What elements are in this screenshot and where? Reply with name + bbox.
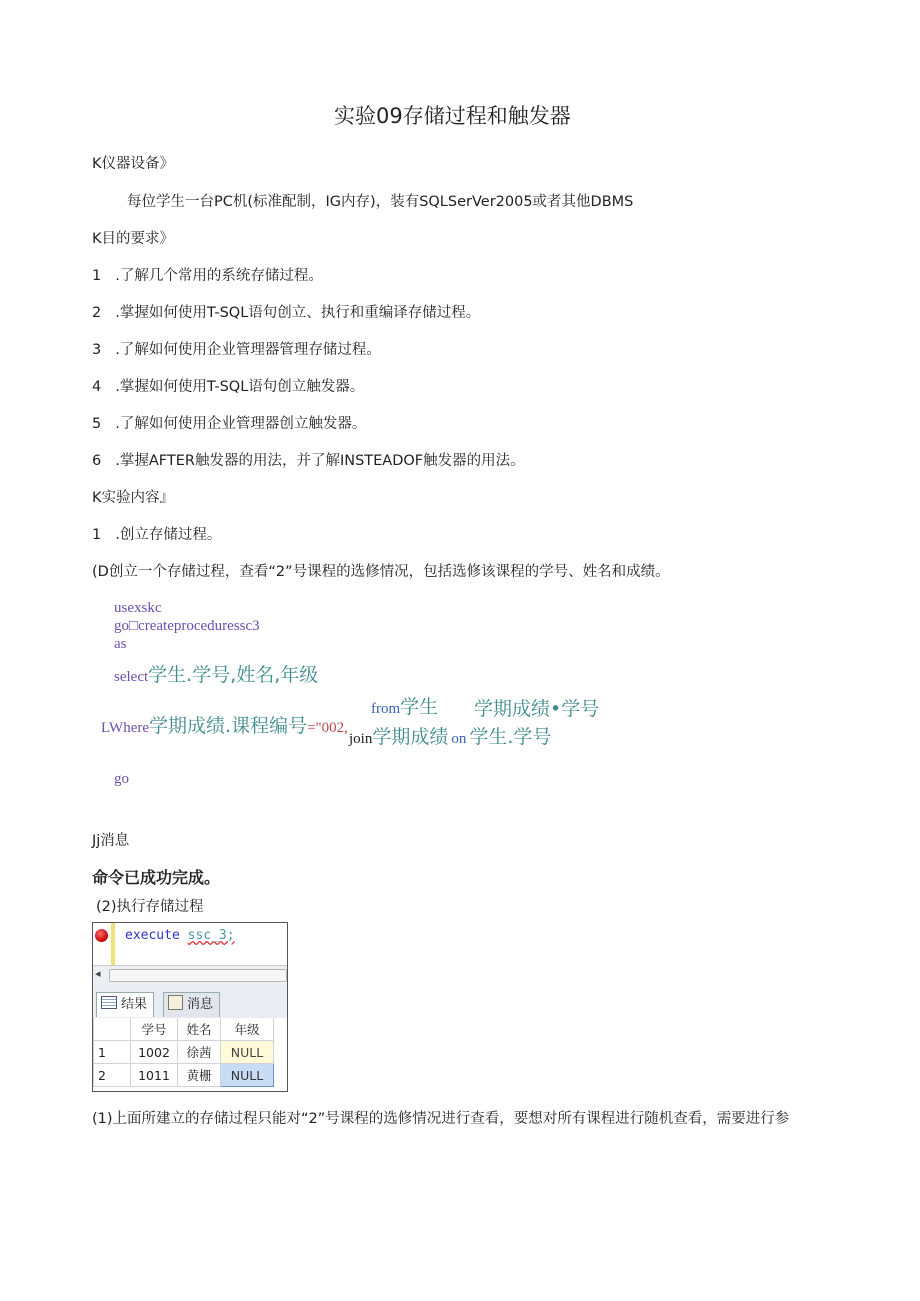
code-line-where: LWhere学期成绩.课程编号="002, (101, 715, 348, 737)
ssms-screenshot (92, 922, 288, 1092)
results-grid (93, 1018, 274, 1087)
content-item-1-1: (D创立一个存储过程，查看“2”号课程的选修情况，包括选修该课程的学号、姓名和成绩。 (92, 564, 670, 580)
breakpoint-icon (95, 929, 108, 942)
code-line-as: as (114, 636, 127, 652)
code-join-right: 学期成绩•学号 (474, 698, 600, 720)
cell-id[interactable]: 1011 (131, 1064, 178, 1087)
equipment-text: 每位学生一台PC机(标准配制，IG内存)，装有SQLSerVer2005或者其他DBMS (127, 194, 634, 210)
cell-name[interactable]: 黄栅 (178, 1064, 221, 1087)
scroll-thumb[interactable] (109, 969, 287, 982)
goal-item-1: 1 .了解几个常用的系统存储过程。 (92, 268, 323, 284)
code-line-join: join学期成绩 on 学生.学号 (349, 726, 552, 748)
grid-icon (101, 996, 117, 1009)
table-header-row (94, 1018, 274, 1041)
footer-paragraph: (1)上面所建立的存储过程只能对“2”号课程的选修情况进行查看，要想对所有课程进行随机查看，需要进行参 (92, 1111, 790, 1127)
cell-name[interactable]: 徐茜 (178, 1041, 221, 1064)
messages-text: 命令已成功完成。 (92, 868, 221, 887)
cell-grade-selected[interactable]: NULL (221, 1064, 274, 1087)
query-line: execute ssc_3; (125, 928, 235, 943)
table-row[interactable] (94, 1064, 274, 1087)
page-title: 实验09存储过程和触发器 (334, 104, 571, 128)
content-heading: K实验内容』 (92, 490, 175, 506)
cell-grade[interactable]: NULL (221, 1041, 274, 1064)
code-line-use: usexskc (114, 600, 162, 616)
column-header-id[interactable]: 学号 (131, 1018, 178, 1041)
code-line-from: from学生 (371, 696, 439, 718)
result-tabs (93, 984, 287, 1018)
cell-id[interactable]: 1002 (131, 1041, 178, 1064)
messages-heading: Jj消息 (92, 833, 130, 849)
goal-item-5: 5 .了解如何使用企业管理器创立触发器。 (92, 416, 367, 432)
content-item-1: 1 .创立存储过程。 (92, 527, 222, 543)
scroll-left-icon[interactable]: ◂ (95, 967, 101, 980)
goal-item-4: 4 .掌握如何使用T-SQL语句创立触发器。 (92, 379, 365, 395)
table-row[interactable] (94, 1041, 274, 1064)
column-header-name[interactable]: 姓名 (178, 1018, 221, 1041)
message-icon (168, 995, 183, 1010)
code-line-go: go (114, 771, 129, 787)
goal-item-3: 3 .了解如何使用企业管理器管理存储过程。 (92, 342, 381, 358)
change-marker (111, 923, 115, 965)
column-header-grade[interactable]: 年级 (221, 1018, 274, 1041)
code-line-select: select学生.学号,姓名,年级 (114, 664, 319, 686)
tab-results[interactable]: 结果 (96, 992, 154, 1017)
exec-heading: (2)执行存储过程 (96, 899, 204, 915)
goal-item-2: 2 .掌握如何使用T-SQL语句创立、执行和重编译存储过程。 (92, 305, 481, 321)
goals-heading: K目的要求》 (92, 231, 175, 247)
horizontal-scrollbar[interactable] (93, 965, 287, 985)
query-editor[interactable] (93, 923, 287, 965)
row-index: 2 (94, 1064, 131, 1087)
code-line-create: go□createproceduressc3 (114, 618, 260, 634)
row-index: 1 (94, 1041, 131, 1064)
goal-item-6: 6 .掌握AFTER触发器的用法，并了解INSTEADOF触发器的用法。 (92, 453, 525, 469)
equipment-heading: K仪器设备》 (92, 156, 175, 172)
tab-messages[interactable]: 消息 (163, 992, 220, 1017)
